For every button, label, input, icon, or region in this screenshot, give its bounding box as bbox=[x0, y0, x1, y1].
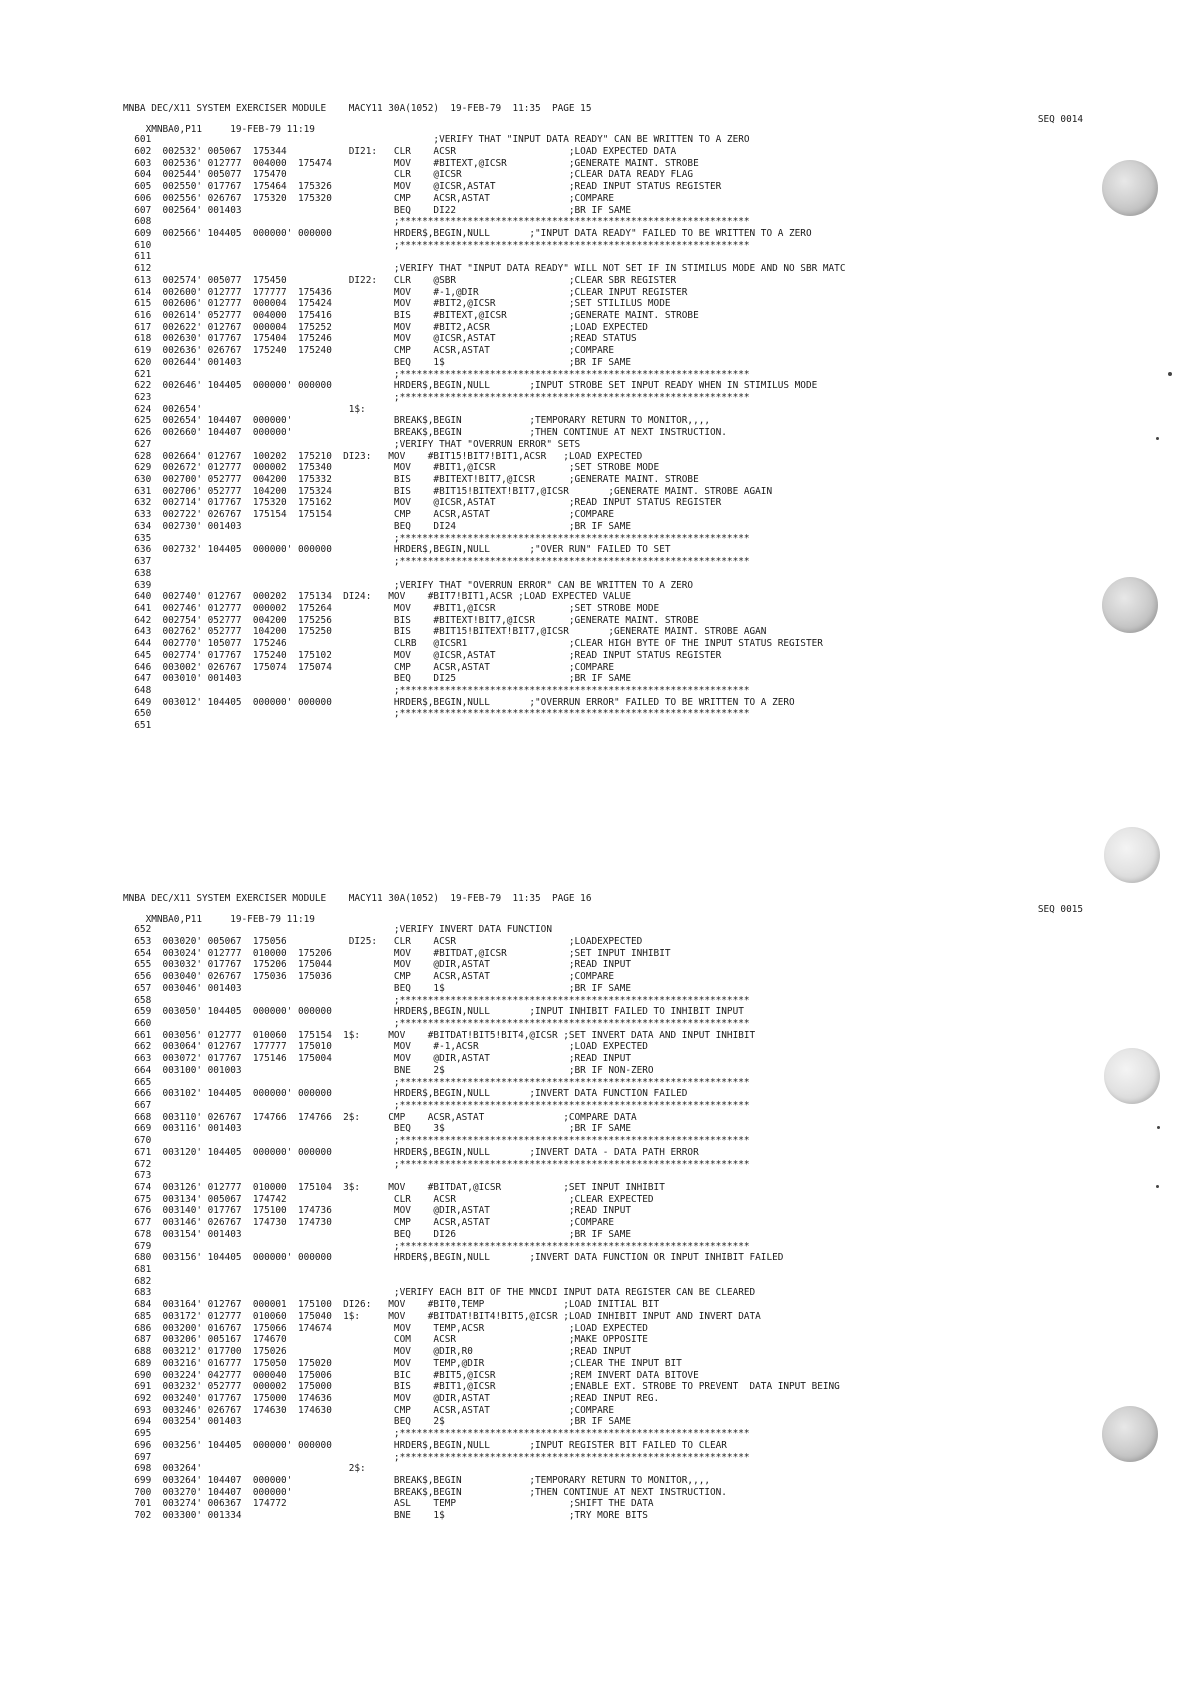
listing-line: 618 002630' 017767 175404 175246 MOV @ICSR,ASTAT ;READ STATUS bbox=[123, 333, 637, 345]
binder-hole bbox=[1102, 577, 1158, 633]
listing-line: 681 bbox=[123, 1264, 152, 1276]
listing-line: 605 002550' 017767 175464 175326 MOV @ICSR,ASTAT ;READ INPUT STATUS REGISTER bbox=[123, 181, 722, 193]
listing-line: 623 ;************************************************************** bbox=[123, 392, 750, 403]
listing-line: 691 003232' 052777 000002 175000 BIS #BIT1,@ICSR ;ENABLE EXT. STROBE TO PREVENT DATA INPUT BEING bbox=[123, 1381, 840, 1393]
listing-line: 645 002774' 017767 175240 175102 MOV @ICSR,ASTAT ;READ INPUT STATUS REGISTER bbox=[123, 649, 722, 661]
listing-line: 672 ;************************************************************** bbox=[123, 1158, 750, 1170]
listing-line: 647 003010' 001403 BEQ DI25 ;BR IF SAME bbox=[123, 673, 631, 685]
listing-line: 652 ;VERIFY INVERT DATA FUNCTION bbox=[123, 924, 552, 936]
listing-line: 631 002706' 052777 104200 175324 BIS #BIT15!BITEXT!BIT7,@ICSR ;GENERATE MAINT. STROBE AGAIN bbox=[123, 485, 773, 497]
listing-line: 636 002732' 104405 000000' 000000 HRDER$,BEGIN,NULL ;"OVER RUN" FAILED TO SET bbox=[123, 544, 671, 556]
listing-line: 671 003120' 104405 000000' 000000 HRDER$,BEGIN,NULL ;INVERT DATA - DATA PATH ERROR bbox=[123, 1146, 699, 1158]
page-header-line-2: XMNBA0,P11 19-FEB-79 11:19 bbox=[145, 124, 315, 136]
listing-line: 616 002614' 052777 004000 175416 BIS #BITEXT,@ICSR ;GENERATE MAINT. STROBE bbox=[123, 309, 699, 321]
listing-line: 637 ;************************************************************** bbox=[123, 556, 750, 568]
listing-line: 659 003050' 104405 000000' 000000 HRDER$,BEGIN,NULL ;INPUT INHIBIT FAILED TO INHIBIT INPUT bbox=[123, 1006, 744, 1018]
listing-line: 697 ;************************************************************** bbox=[123, 1451, 750, 1463]
listing-line: 688 003212' 017700 175026 MOV @DIR,R0 ;READ INPUT bbox=[123, 1346, 631, 1358]
paper-speck bbox=[1157, 1126, 1160, 1129]
listing-line: 614 002600' 012777 177777 175436 MOV #-1,@DIR ;CLEAR INPUT REGISTER bbox=[123, 286, 688, 298]
listing-line: 603 002536' 012777 004000 175474 MOV #BITEXT,@ICSR ;GENERATE MAINT. STROBE bbox=[123, 157, 699, 169]
listing-line: 701 003274' 006367 174772 ASL TEMP ;SHIFT THE DATA bbox=[123, 1498, 654, 1510]
listing-line: 677 003146' 026767 174730 174730 CMP ACSR,ASTAT ;COMPARE bbox=[123, 1217, 615, 1229]
binder-hole bbox=[1102, 160, 1158, 216]
listing-line: 655 003032' 017767 175206 175044 MOV @DIR,ASTAT ;READ INPUT bbox=[123, 959, 631, 971]
page-header-line-2: XMNBA0,P11 19-FEB-79 11:19 bbox=[145, 914, 315, 926]
listing-line: 662 003064' 012767 177777 175010 MOV #-1,ACSR ;LOAD EXPECTED bbox=[123, 1041, 648, 1053]
listing-line: 606 002556' 026767 175320 175320 CMP ACSR,ASTAT ;COMPARE bbox=[123, 192, 615, 204]
listing-line: 661 003056' 012777 010060 175154 1$: MOV #BITDAT!BIT5!BIT4,@ICSR ;SET INVERT DATA AND INPUT INHIBIT bbox=[123, 1029, 756, 1041]
listing-line: 665 ;************************************************************** bbox=[123, 1076, 750, 1088]
listing-line: 687 003206' 005167 174670 COM ACSR ;MAKE OPPOSITE bbox=[123, 1334, 648, 1346]
listing-line: 617 002622' 012767 000004 175252 MOV #BIT2,ACSR ;LOAD EXPECTED bbox=[123, 321, 648, 333]
listing-line: 679 ;************************************************************** bbox=[123, 1240, 750, 1252]
listing-line: 683 ;VERIFY EACH BIT OF THE MNCDI INPUT DATA REGISTER CAN BE CLEARED bbox=[123, 1287, 756, 1299]
paper-speck bbox=[1168, 372, 1172, 376]
listing-line: 601 ;VERIFY THAT "INPUT DATA READY" CAN BE WRITTEN TO A ZERO bbox=[123, 134, 750, 146]
listing-line: 624 002654' 1$: bbox=[123, 403, 366, 415]
listing-line: 656 003040' 026767 175036 175036 CMP ACSR,ASTAT ;COMPARE bbox=[123, 971, 615, 983]
listing-line: 632 002714' 017767 175320 175162 MOV @ICSR,ASTAT ;READ INPUT STATUS REGISTER bbox=[123, 497, 722, 509]
listing-line: 602 002532' 005067 175344 DI21: CLR ACSR ;LOAD EXPECTED DATA bbox=[123, 145, 677, 157]
listing-line: 646 003002' 026767 175074 175074 CMP ACSR,ASTAT ;COMPARE bbox=[123, 661, 615, 673]
listing-line: 696 003256' 104405 000000' 000000 HRDER$,BEGIN,NULL ;INPUT REGISTER BIT FAILED TO CLEAR bbox=[123, 1439, 727, 1451]
listing-line: 686 003200' 016767 175066 174674 MOV TEMP,ACSR ;LOAD EXPECTED bbox=[123, 1322, 648, 1334]
listing-line: 610 ;************************************************************** bbox=[123, 239, 750, 251]
listing-line: 654 003024' 012777 010000 175206 MOV #BITDAT,@ICSR ;SET INPUT INHIBIT bbox=[123, 947, 671, 959]
listing-line: 700 003270' 104407 000000' BREAK$,BEGIN ;THEN CONTINUE AT NEXT INSTRUCTION. bbox=[123, 1486, 727, 1498]
listing-line: 630 002700' 052777 004200 175332 BIS #BITEXT!BIT7,@ICSR ;GENERATE MAINT. STROBE bbox=[123, 474, 699, 486]
listing-line: 644 002770' 105077 175246 CLRB @ICSR1 ;CLEAR HIGH BYTE OF THE INPUT STATUS REGISTER bbox=[123, 638, 823, 650]
listing-line: 627 ;VERIFY THAT "OVERRUN ERROR" SETS bbox=[123, 438, 581, 450]
listing-line: 684 003164' 012767 000001 175100 DI26: MOV #BIT0,TEMP ;LOAD INITIAL BIT bbox=[123, 1299, 660, 1311]
listing-line: 675 003134' 005067 174742 CLR ACSR ;CLEAR EXPECTED bbox=[123, 1193, 654, 1205]
listing-line: 626 002660' 104407 000000' BREAK$,BEGIN ;THEN CONTINUE AT NEXT INSTRUCTION. bbox=[123, 427, 727, 439]
listing-line: 641 002746' 012777 000002 175264 MOV #BIT1,@ICSR ;SET STROBE MODE bbox=[123, 602, 660, 614]
listing-line: 642 002754' 052777 004200 175256 BIS #BITEXT!BIT7,@ICSR ;GENERATE MAINT. STROBE bbox=[123, 614, 699, 626]
listing-line: 676 003140' 017767 175100 174736 MOV @DIR,ASTAT ;READ INPUT bbox=[123, 1205, 631, 1217]
listing-line: 699 003264' 104407 000000' BREAK$,BEGIN ;TEMPORARY RETURN TO MONITOR,,,, bbox=[123, 1474, 710, 1486]
listing-line: 674 003126' 012777 010000 175104 3$: MOV #BITDAT,@ICSR ;SET INPUT INHIBIT bbox=[123, 1182, 665, 1193]
code-listing bbox=[123, 924, 1083, 1522]
listing-line: 649 003012' 104405 000000' 000000 HRDER$,BEGIN,NULL ;"OVERRUN ERROR" FAILED TO BE WRITTEN TO A ZERO bbox=[123, 696, 795, 708]
listing-line: 664 003100' 001003 BNE 2$ ;BR IF NON-ZERO bbox=[123, 1064, 654, 1076]
listing-line: 693 003246' 026767 174630 174630 CMP ACSR,ASTAT ;COMPARE bbox=[123, 1404, 615, 1416]
listing-line: 698 003264' 2$: bbox=[123, 1463, 366, 1475]
listing-line: 638 bbox=[123, 567, 152, 579]
listing-line: 622 002646' 104405 000000' 000000 HRDER$,BEGIN,NULL ;INPUT STROBE SET INPUT READY WHEN IN STIMILUS MODE bbox=[123, 380, 818, 392]
listing-page-15 bbox=[123, 104, 1083, 732]
listing-line: 666 003102' 104405 000000' 000000 HRDER$,BEGIN,NULL ;INVERT DATA FUNCTION FAILED bbox=[123, 1088, 688, 1100]
listing-line: 620 002644' 001403 BEQ 1$ ;BR IF SAME bbox=[123, 356, 631, 368]
listing-page-16 bbox=[123, 894, 1083, 1522]
listing-line: 621 ;************************************************************** bbox=[123, 368, 750, 380]
listing-line: 673 bbox=[123, 1170, 152, 1182]
listing-line: 650 ;************************************************************** bbox=[123, 708, 750, 720]
sequence-number: SEQ 0015 bbox=[1037, 903, 1083, 915]
listing-line: 612 ;VERIFY THAT "INPUT DATA READY" WILL NOT SET IF IN STIMILUS MODE AND NO SBR MATC bbox=[123, 263, 846, 275]
listing-line: 653 003020' 005067 175056 DI25: CLR ACSR ;LOADEXPECTED bbox=[123, 935, 643, 947]
listing-line: 658 ;************************************************************** bbox=[123, 994, 750, 1006]
paper-speck bbox=[1156, 1185, 1159, 1188]
listing-line: 670 ;************************************************************** bbox=[123, 1135, 750, 1147]
listing-line: 690 003224' 042777 000040 175006 BIC #BIT5,@ICSR ;REM INVERT DATA BITOVE bbox=[123, 1369, 699, 1381]
listing-line: 615 002606' 012777 000004 175424 MOV #BIT2,@ICSR ;SET STILILUS MODE bbox=[123, 298, 671, 310]
listing-line: 695 ;************************************************************** bbox=[123, 1428, 750, 1440]
listing-line: 702 003300' 001334 BNE 1$ ;TRY MORE BITS bbox=[123, 1510, 648, 1522]
listing-line: 685 003172' 012777 010060 175040 1$: MOV #BITDAT!BIT4!BIT5,@ICSR ;LOAD INHIBIT INPUT AND INVERT DATA bbox=[123, 1310, 761, 1322]
binder-hole bbox=[1104, 1048, 1160, 1104]
listing-line: 611 bbox=[123, 251, 152, 263]
listing-line: 663 003072' 017767 175146 175004 MOV @DIR,ASTAT ;READ INPUT bbox=[123, 1053, 631, 1065]
listing-line: 657 003046' 001403 BEQ 1$ ;BR IF SAME bbox=[123, 982, 631, 994]
listing-line: 633 002722' 026767 175154 175154 CMP ACSR,ASTAT ;COMPARE bbox=[123, 509, 615, 521]
listing-line: 678 003154' 001403 BEQ DI26 ;BR IF SAME bbox=[123, 1228, 631, 1240]
listing-line: 669 003116' 001403 BEQ 3$ ;BR IF SAME bbox=[123, 1123, 631, 1135]
listing-line: 640 002740' 012767 000202 175134 DI24: MOV #BIT7!BIT1,ACSR ;LOAD EXPECTED VALUE bbox=[123, 591, 631, 603]
listing-line: 694 003254' 001403 BEQ 2$ ;BR IF SAME bbox=[123, 1416, 631, 1428]
listing-line: 667 ;************************************************************** bbox=[123, 1099, 750, 1111]
listing-line: 619 002636' 026767 175240 175240 CMP ACSR,ASTAT ;COMPARE bbox=[123, 345, 615, 357]
listing-line: 643 002762' 052777 104200 175250 BIS #BIT15!BITEXT!BIT7,@ICSR ;GENERATE MAINT. STROBE AGAN bbox=[123, 626, 767, 638]
listing-line: 634 002730' 001403 BEQ DI24 ;BR IF SAME bbox=[123, 520, 631, 532]
listing-line: 639 ;VERIFY THAT "OVERRUN ERROR" CAN BE WRITTEN TO A ZERO bbox=[123, 579, 694, 591]
listing-line: 689 003216' 016777 175050 175020 MOV TEMP,@DIR ;CLEAR THE INPUT BIT bbox=[123, 1357, 682, 1369]
listing-line: 629 002672' 012777 000002 175340 MOV #BIT1,@ICSR ;SET STROBE MODE bbox=[123, 462, 660, 474]
sequence-number: SEQ 0014 bbox=[1037, 113, 1083, 125]
listing-line: 613 002574' 005077 175450 DI22: CLR @SBR ;CLEAR SBR REGISTER bbox=[123, 274, 677, 286]
paper-speck bbox=[1156, 437, 1159, 440]
binder-hole bbox=[1102, 1406, 1158, 1462]
listing-line: 648 ;************************************************************** bbox=[123, 684, 750, 696]
listing-line: 660 ;************************************************************** bbox=[123, 1017, 750, 1029]
listing-line: 635 ;************************************************************** bbox=[123, 532, 750, 544]
listing-line: 609 002566' 104405 000000' 000000 HRDER$,BEGIN,NULL ;"INPUT DATA READY" FAILED TO BE WRITTEN TO A ZERO bbox=[123, 227, 812, 239]
page-header-line-1: MNBA DEC/X11 SYSTEM EXERCISER MODULE MACY11 30A(1052) 19-FEB-79 11:35 PAGE 15 bbox=[123, 103, 592, 114]
listing-line: 608 ;************************************************************** bbox=[123, 216, 750, 228]
page-header-line-1: MNBA DEC/X11 SYSTEM EXERCISER MODULE MACY11 30A(1052) 19-FEB-79 11:35 PAGE 16 bbox=[123, 893, 592, 904]
listing-line: 651 bbox=[123, 720, 152, 732]
code-listing bbox=[123, 134, 1083, 732]
binder-hole bbox=[1104, 827, 1160, 883]
listing-line: 628 002664' 012767 100202 175210 DI23: MOV #BIT15!BIT7!BIT1,ACSR ;LOAD EXPECTED bbox=[123, 450, 643, 462]
listing-line: 680 003156' 104405 000000' 000000 HRDER$,BEGIN,NULL ;INVERT DATA FUNCTION OR INPUT INHIBIT FAILED bbox=[123, 1252, 784, 1264]
listing-line: 668 003110' 026767 174766 174766 2$: CMP ACSR,ASTAT ;COMPARE DATA bbox=[123, 1111, 637, 1123]
listing-line: 682 bbox=[123, 1275, 152, 1287]
listing-line: 625 002654' 104407 000000' BREAK$,BEGIN ;TEMPORARY RETURN TO MONITOR,,,, bbox=[123, 415, 710, 427]
listing-line: 692 003240' 017767 175000 174636 MOV @DIR,ASTAT ;READ INPUT REG. bbox=[123, 1392, 660, 1404]
listing-line: 604 002544' 005077 175470 CLR @ICSR ;CLEAR DATA READY FLAG bbox=[123, 169, 694, 181]
listing-line: 607 002564' 001403 BEQ DI22 ;BR IF SAME bbox=[123, 204, 631, 216]
